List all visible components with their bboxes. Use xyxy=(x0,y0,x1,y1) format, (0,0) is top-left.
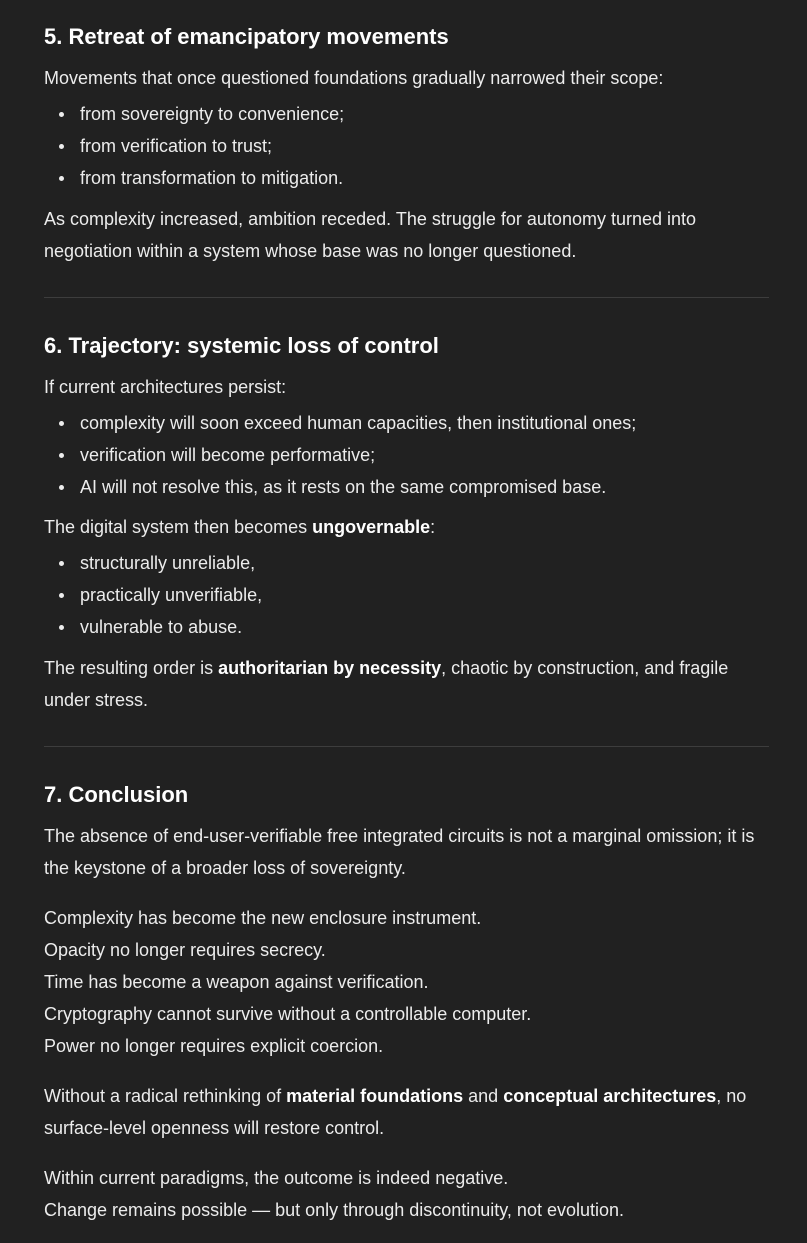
list-item: complexity will soon exceed human capacities, then institutional ones; xyxy=(44,407,769,439)
bullet-list xyxy=(44,407,769,503)
line: Time has become a weapon against verification. xyxy=(44,972,429,992)
emphasis: authoritarian by necessity xyxy=(218,658,442,678)
section-6 xyxy=(44,298,769,716)
line-group xyxy=(44,902,769,1062)
paragraph xyxy=(44,1080,769,1144)
paragraph: The absence of end-user-verifiable free integrated circuits is not a marginal omission; it is the keystone of a broader loss of sovereignty. xyxy=(44,826,755,878)
text: , no surface-level openness will restore control. xyxy=(44,1086,747,1138)
list-item: from sovereignty to convenience; xyxy=(44,98,769,130)
emphasis: ungovernable xyxy=(312,517,431,537)
text: and xyxy=(463,1086,504,1106)
list-item: from transformation to mitigation. xyxy=(44,162,769,194)
bullet-list xyxy=(44,547,769,643)
list-item: from verification to trust; xyxy=(44,130,769,162)
section-7 xyxy=(44,747,769,1226)
list-item: verification will become performative; xyxy=(44,439,769,471)
line: Cryptography cannot survive without a controllable computer. xyxy=(44,1004,532,1024)
line: Power no longer requires explicit coercion. xyxy=(44,1036,384,1056)
emphasis: conceptual architectures xyxy=(503,1086,717,1106)
document xyxy=(44,0,769,1226)
text: : xyxy=(430,517,436,537)
paragraph xyxy=(44,652,769,716)
list-item: vulnerable to abuse. xyxy=(44,611,769,643)
text: , chaotic by construction, and fragile under stress. xyxy=(44,658,729,710)
text: Without a radical rethinking of xyxy=(44,1086,287,1106)
section-heading: 7. Conclusion xyxy=(44,782,189,807)
line-group xyxy=(44,1162,769,1226)
paragraph xyxy=(44,511,769,543)
paragraph: Movements that once questioned foundations gradually narrowed their scope: xyxy=(44,68,664,88)
paragraph: If current architectures persist: xyxy=(44,377,287,397)
section-heading: 5. Retreat of emancipatory movements xyxy=(44,24,449,49)
line: Within current paradigms, the outcome is indeed negative. xyxy=(44,1168,509,1188)
text: The resulting order is xyxy=(44,658,219,678)
bullet-list xyxy=(44,98,769,194)
list-item: structurally unreliable, xyxy=(44,547,769,579)
list-item: AI will not resolve this, as it rests on the same compromised base. xyxy=(44,471,769,503)
list-item: practically unverifiable, xyxy=(44,579,769,611)
section-5 xyxy=(44,0,769,267)
emphasis: material foundations xyxy=(286,1086,464,1106)
line: Change remains possible — but only through discontinuity, not evolution. xyxy=(44,1200,625,1220)
paragraph: As complexity increased, ambition receded. The struggle for autonomy turned into negotiation within a system whose base was no longer questioned. xyxy=(44,209,697,261)
section-heading: 6. Trajectory: systemic loss of control xyxy=(44,333,439,358)
line: Opacity no longer requires secrecy. xyxy=(44,940,326,960)
line: Complexity has become the new enclosure instrument. xyxy=(44,908,482,928)
text: The digital system then becomes xyxy=(44,517,313,537)
